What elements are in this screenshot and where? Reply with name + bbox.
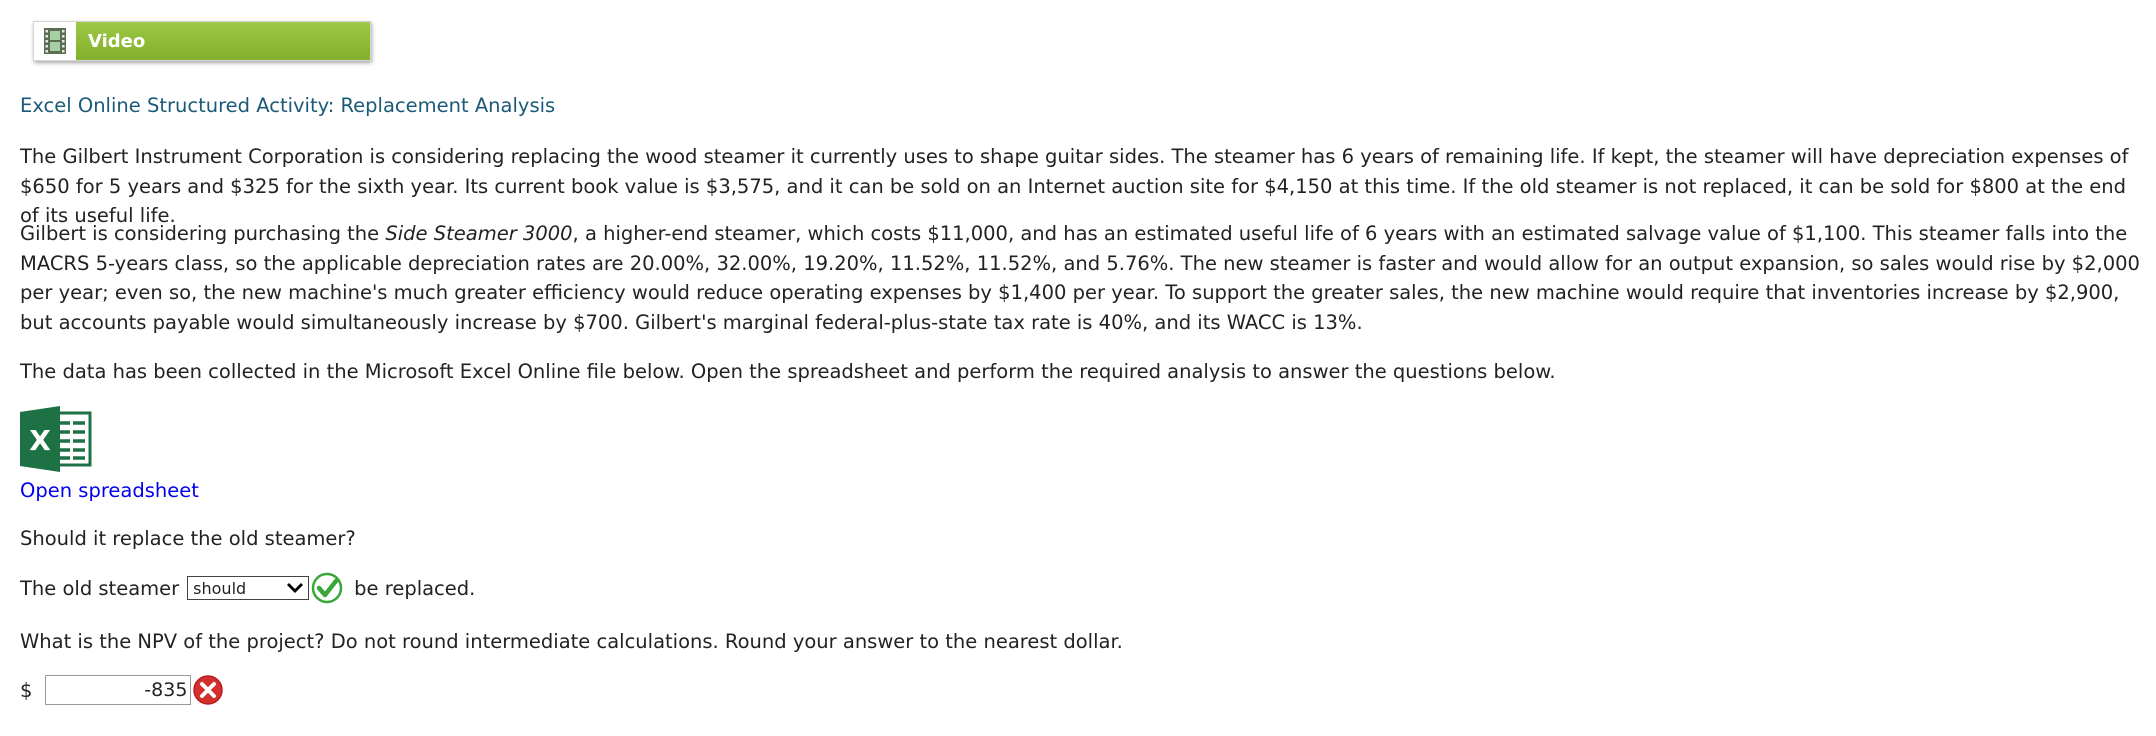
currency-symbol: $ — [20, 678, 33, 702]
error-x-icon — [192, 674, 224, 706]
chevron-down-icon — [286, 582, 304, 594]
question-1-text: Should it replace the old steamer? — [20, 527, 356, 550]
video-button[interactable] — [33, 21, 371, 61]
answer-suffix: be replaced. — [354, 576, 476, 600]
npv-input[interactable] — [45, 675, 191, 705]
question-1-answer-row — [20, 572, 475, 604]
excel-icon[interactable] — [20, 406, 92, 472]
film-icon — [34, 22, 76, 60]
scenario-paragraph-2 — [20, 219, 2145, 337]
svg-text:X: X — [29, 424, 51, 457]
answer-prefix: The old steamer — [20, 576, 180, 600]
replace-decision-select[interactable] — [187, 576, 309, 600]
check-icon — [311, 572, 343, 604]
paragraph-2-intro: Gilbert is considering purchasing the — [20, 222, 386, 245]
activity-title: Excel Online Structured Activity: Replacement Analysis — [20, 94, 556, 117]
paragraph-2-body: , a higher-end steamer, which costs $11,000, and has an estimated useful life of 6 years with an estimated salvage value of $1,100. This steamer falls into the MACRS 5-years class, so the applicable depreciation rates are 20.00%, 32.00%, 19.20%, 11.52%, 11.52%, and 5.76%. The new steamer is faster and would allow for an output expansion, so sales would rise by $2,000 per year; even so, the new machine's much greater efficiency would reduce operating expenses by $1,400 per year. To support the greater sales, the new machine would require that inventories increase by $2,900, but accounts payable would simultaneously increase by $700. Gilbert's marginal federal-plus-state tax rate is 40%, and its WACC is 13%. — [20, 222, 2140, 334]
open-spreadsheet-link[interactable]: Open spreadsheet — [20, 479, 199, 502]
select-value: should — [193, 578, 247, 598]
npv-answer-row — [20, 674, 224, 706]
instructions-paragraph: The data has been collected in the Microsoft Excel Online file below. Open the spreadsheet and perform the required analysis to answer the questions below. — [20, 360, 1556, 383]
product-name: Side Steamer 3000 — [385, 222, 573, 245]
video-label: Video — [76, 22, 370, 60]
scenario-paragraph-1: The Gilbert Instrument Corporation is considering replacing the wood steamer it currently uses to shape guitar sides. The steamer has 6 years of remaining life. If kept, the steamer will have depreciation expenses of $650 for 5 years and $325 for the sixth year. Its current book value is $3,575, and it can be sold on an Internet auction site for $4,150 at this time. If the old steamer is not replaced, it can be sold for $800 at the end of its useful life. — [20, 145, 2129, 227]
question-2-text: What is the NPV of the project? Do not round intermediate calculations. Round your answer to the nearest dollar. — [20, 630, 1123, 653]
